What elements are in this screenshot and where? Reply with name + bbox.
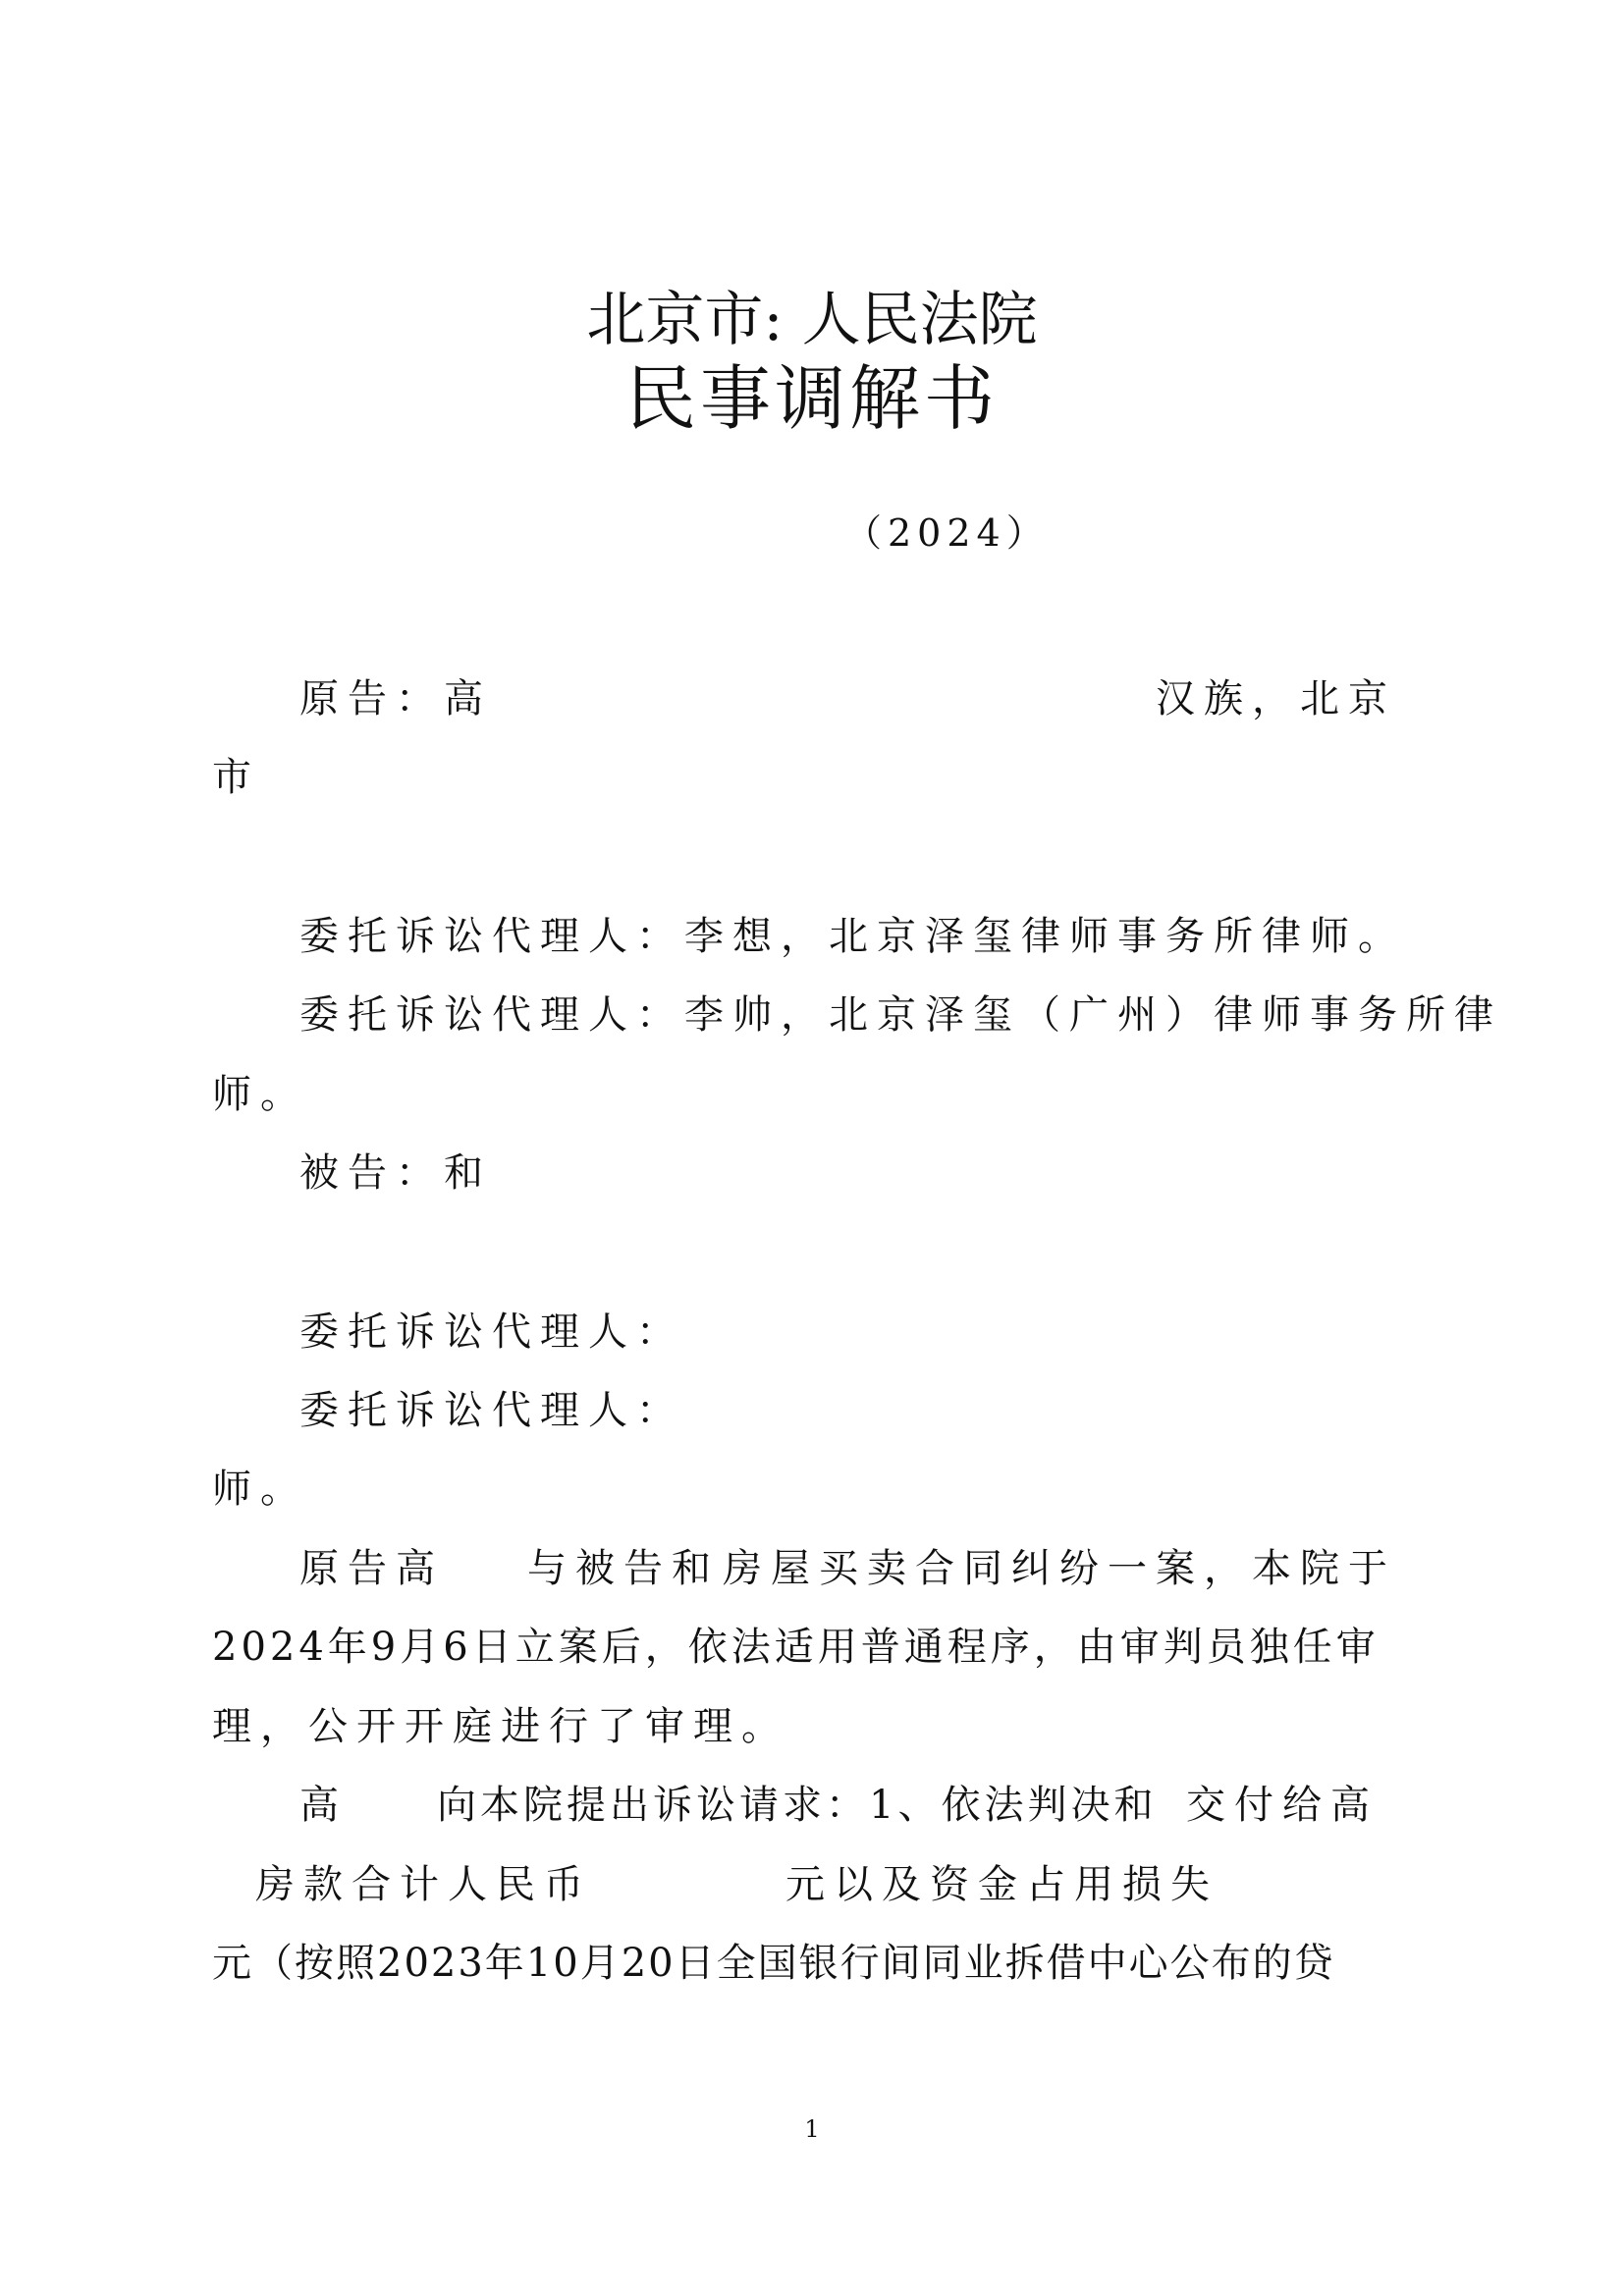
claim-line-2a: 房款合计人民币 bbox=[255, 1862, 592, 1907]
defendant-agent-1: 委托诉讼代理人： bbox=[299, 1309, 684, 1355]
defendant-agent-2: 委托诉讼代理人： bbox=[299, 1388, 684, 1433]
case-paragraph-line-3: 理，公开开庭进行了审理。 bbox=[212, 1704, 789, 1749]
plaintiff-agent-1: 委托诉讼代理人：李想，北京泽玺律师事务所律师。 bbox=[299, 914, 1406, 959]
claim-line-2b: 元以及资金占用损失 bbox=[785, 1862, 1218, 1907]
claim-line-3: 元（按照2023年10月20日全国银行间同业拆借中心公布的贷 bbox=[212, 1941, 1335, 1986]
plaintiff-line-1-right: 汉族，北京 bbox=[1156, 676, 1396, 721]
plaintiff-line-2: 市 bbox=[212, 755, 260, 800]
claim-line-1b: 向本院提出诉讼请求：1、依法判决和 bbox=[437, 1783, 1158, 1828]
plaintiff-line-1-left: 原告：高 bbox=[299, 676, 492, 721]
claim-line-1c: 交付给高 bbox=[1186, 1783, 1379, 1828]
case-paragraph-line-1b: 与被告和 bbox=[527, 1546, 720, 1591]
plaintiff-agent-2-line-2: 师。 bbox=[212, 1072, 308, 1117]
page-number: 1 bbox=[804, 2115, 820, 2143]
defendant-agent-2-line-2: 师。 bbox=[212, 1467, 308, 1512]
case-paragraph-line-1a: 原告高 bbox=[299, 1546, 444, 1591]
case-paragraph-line-2: 2024年9月6日立案后，依法适用普通程序，由审判员独任审 bbox=[212, 1625, 1380, 1670]
case-paragraph-line-1c: 房屋买卖合同纠纷一案，本院于 bbox=[723, 1546, 1396, 1591]
case-number: （2024） bbox=[844, 511, 1050, 555]
defendant-line: 被告：和 bbox=[299, 1150, 492, 1196]
document-type-title: 民事调解书 bbox=[624, 357, 999, 440]
court-title: 北京市: 人民法院 bbox=[586, 286, 1038, 354]
plaintiff-agent-2-line-1: 委托诉讼代理人：李帅，北京泽玺（广州）律师事务所律 bbox=[299, 992, 1502, 1038]
claim-line-1a: 高 bbox=[299, 1783, 348, 1828]
